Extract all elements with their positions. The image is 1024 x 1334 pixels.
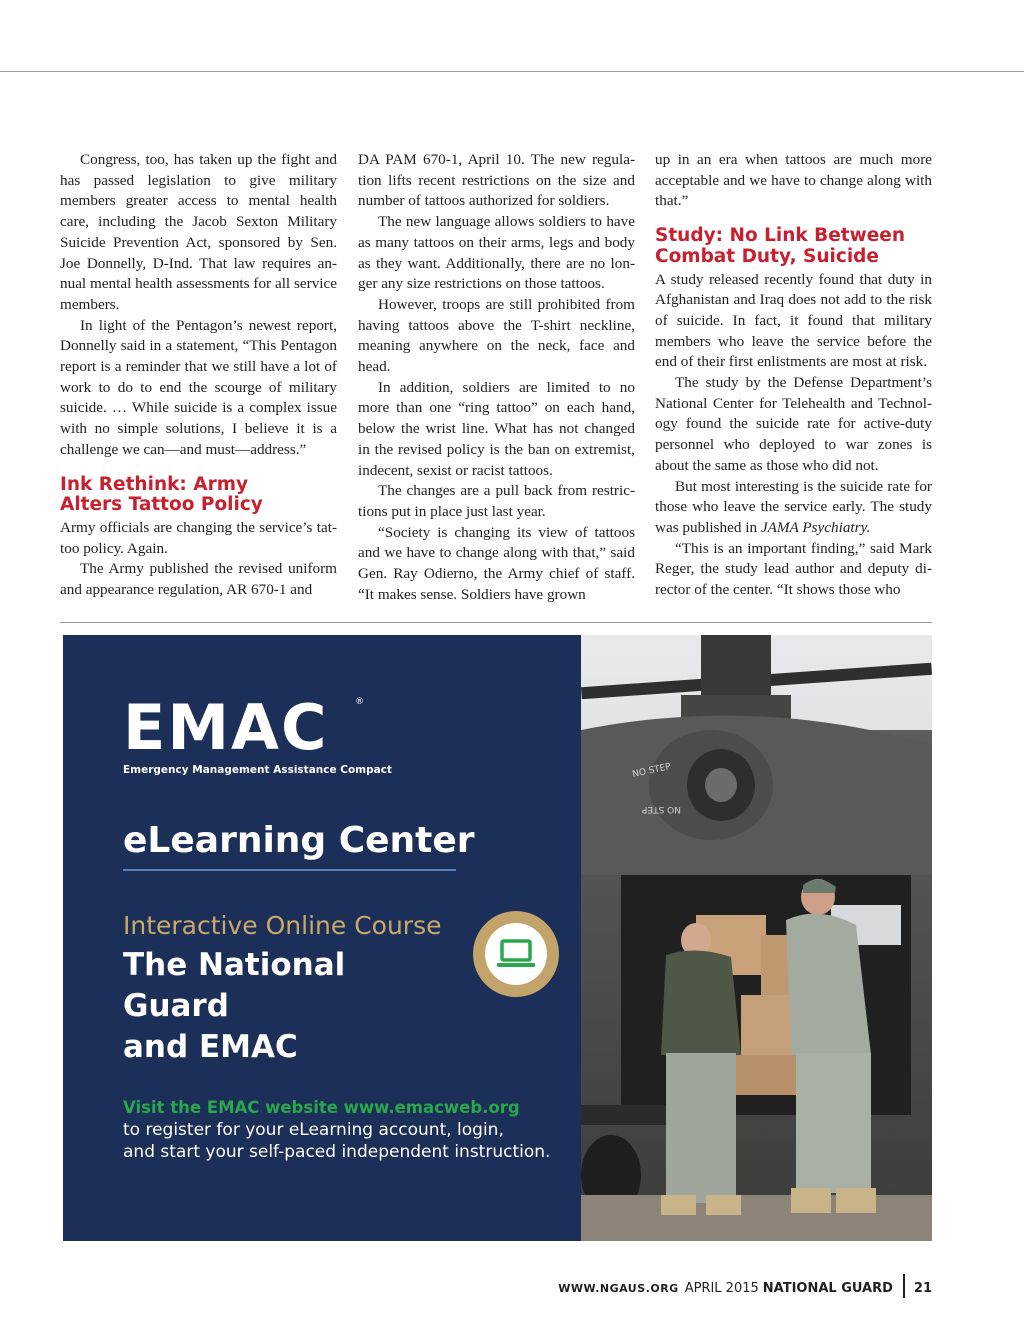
paragraph: up in an era when tattoos are much more acceptable and we have to change along with that.” [655,151,932,210]
registered-mark: ® [355,697,364,707]
paragraph: DA PAM 670-1, April 10. The new regulation lifts recent restrictions on the size and number of tattoos authorized for soldiers. [358,151,635,210]
emac-advertisement [63,635,932,1241]
paragraph: However, troops are still prohibited from having tattoos above the T-shirt neckline, meaning anywhere on the neck, face and head. [358,295,635,376]
section-heading [655,226,932,267]
course-title [123,945,453,1068]
helicopter-photo [581,635,932,1241]
no-step-marking: NO STEP [641,804,681,814]
page-number: 21 [913,1281,932,1296]
article-column-1 [60,150,337,601]
article-column-2 [358,150,635,605]
paragraph: “Society is changing its view of tattoos and we have to change along with that,” said Gen. Ray Odierno, the Army chief of staff. “It makes sense. Soldiers have grown [358,523,635,603]
paragraph: The changes are a pull back from restrictions put in place just last year. [358,482,635,520]
heading-line: Alters Tattoo Policy [60,494,263,516]
laptop-badge [473,911,559,997]
visit-website-line[interactable]: Visit the EMAC website www.emacweb.org [123,1098,520,1117]
paragraph: “This is an important finding,” said Mark Reger, the study lead author and deputy director of the center. “It shows those who [655,539,932,599]
paragraph: Congress, too, has taken up the fight and has passed legislation to give military members greater access to mental health care, including the Jacob Sexton Military Suicide Prevention Act, sponsored by Sen. Joe Donnelly, D-Ind. That law requires annual mental health assessments for all service members. [60,151,337,313]
paragraph: A study released recently found that duty in Afghanistan and Iraq does not add to the risk of suicide. In fact, it found that military members who leave the service before the end of their first enlistments are most at risk. [655,270,932,371]
heading-line: Ink Rethink: Army [60,473,249,495]
paragraph: Army officials are changing the service’s tattoo policy. Again. [60,518,337,557]
text-run: But most interesting is the suicide rate for those who leave the service early. The study was published in [655,477,932,536]
register-line: to register for your eLearning account, login, [123,1120,504,1140]
ad-text-panel [63,635,581,1241]
helicopter-soldiers-illustration [581,635,932,1241]
paragraph: The Army published the revised uniform and appearance regulation, AR 670-1 and [60,560,337,599]
section-divider [60,622,932,623]
course-title-line: and EMAC [123,1029,298,1065]
start-line: and start your self-paced independent instruction. [123,1142,551,1162]
footer-website[interactable]: WWW.NGAUS.ORG [558,1282,679,1295]
footer-divider [903,1274,905,1298]
paragraph: In addition, soldiers are limited to no more than one “ring tattoo” on each hand, below the wrist line. What has not changed in the revised policy is the ban on extremist, indecent, sexist or racist tattoos. [358,378,635,479]
heading-line: Study: No Link Between [655,225,906,247]
footer-folio [558,1274,932,1298]
emac-logo: EMAC [123,691,329,764]
badge-inner [485,923,547,985]
no-step-marking: NO STEP [631,762,672,780]
laptop-icon [485,923,547,985]
org-name: Emergency Management Assistance Compact [123,764,392,776]
course-kicker: Interactive Online Course [123,911,442,940]
section-heading [60,475,337,516]
paragraph: The new language allows soldiers to have as many tattoos on their arms, legs and body as they want. Additionally, there are no longer any size restrictions on those tattoos. [358,213,635,293]
course-title-line: The National Guard [123,947,346,1024]
paragraph: In light of the Pentagon’s newest report, Donnelly said in a statement, “This Pentagon report is a reminder that we still have a lot of work to do to end the scourge of military suicide. … While suicide is a complex issue with no simple solutions, I believe it is a challenge we can—and must—address.” [60,316,337,458]
heading-line: Combat Duty, Suicide [655,245,879,267]
paragraph: The study by the Defense Department’s National Center for Telehealth and Technology found the suicide rate for active-duty personnel who deployed to war zones is about the same as those who did not. [655,374,932,474]
center-title: eLearning Center [123,820,475,861]
footer-magazine: NATIONAL GUARD [762,1281,893,1296]
paragraph [655,477,932,539]
page-footer [0,1274,932,1296]
top-rule [0,71,1024,72]
article-column-3 [655,150,932,601]
title-underline [123,869,456,871]
footer-date: APRIL 2015 [684,1281,759,1296]
journal-title: JAMA Psychiatry. [760,518,871,536]
